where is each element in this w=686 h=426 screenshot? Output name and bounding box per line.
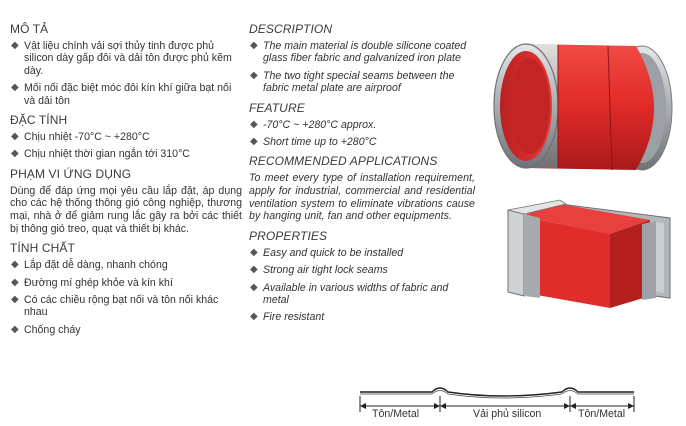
list-item: ◆ Lắp đặt dễ dàng, nhanh chóng (11, 259, 168, 272)
bullet-icon: ◆ (250, 40, 258, 51)
bullet-icon: ◆ (250, 246, 258, 258)
bullet-icon: ◆ (11, 40, 19, 51)
en-feature-list (249, 119, 475, 149)
vn-properties-list (10, 259, 242, 336)
list-item: ◆ Easy and quick to be installed (250, 246, 404, 259)
en-applications-text: To meet every type of installation requirement, apply for industrial, commercial and residential ventilation system to eliminate vibrations cause by hanging unit, fan and other equipments. (249, 172, 475, 223)
list-item: ◆ Vật liệu chính vải sợi thủy tinh được phủ silicon dày gấp đôi và dải tôn được phủ kẽm dày. (11, 40, 232, 77)
list-item: ◆ Chống cháy (11, 323, 81, 336)
rectangular-connector-image (500, 198, 680, 316)
diagram-label-left-metal: Tôn/Metal (372, 408, 420, 420)
vn-feature-section (10, 113, 242, 161)
list-item: ◆ Đường mí ghép khỏe và kín khí (11, 276, 173, 289)
bullet-icon: ◆ (250, 281, 258, 293)
en-properties-list (249, 247, 475, 324)
list-item: ◆ Short time up to +280°C (250, 136, 377, 149)
bullet-icon: ◆ (250, 311, 258, 323)
bullet-icon: ◆ (11, 323, 19, 335)
en-description-section (249, 22, 475, 95)
vn-feature-list (10, 131, 242, 161)
en-properties-heading: PROPERTIES (249, 228, 328, 243)
bullet-icon: ◆ (250, 264, 258, 276)
list-item: ◆ The main material is double silicone coated glass fiber fabric and galvanized iron plate (250, 40, 467, 65)
bullet-icon: ◆ (11, 294, 19, 306)
vn-applications-text: Dùng để đáp ứng mọi yêu cầu lắp đặt, áp dụng cho các hệ thống thông gió công nghiệp, thương mại, nhà ở để giảm rung lắc gây ra bởi các thiết bị thông gió treo, quạt và thiết bị khác. (10, 184, 242, 235)
bullet-icon: ◆ (250, 136, 258, 148)
round-connector-image (486, 34, 678, 176)
bullet-icon: ◆ (11, 276, 19, 288)
english-column (249, 22, 475, 330)
list-item: ◆ Có các chiều rộng bạt nối và tôn nối khác nhau (11, 294, 219, 319)
bullet-icon: ◆ (250, 69, 258, 81)
bullet-icon: ◆ (250, 118, 258, 130)
vn-applications-heading: PHẠM VI ỨNG DỤNG (10, 166, 132, 181)
vn-description-list (10, 40, 242, 107)
bullet-icon: ◆ (11, 148, 19, 160)
list-item: ◆ Chịu nhiệt thời gian ngắn tới 310°C (11, 148, 190, 161)
list-item: ◆ The two tight special seams between the fabric metal plate are airproof (250, 69, 455, 95)
vn-applications-section (10, 167, 242, 235)
vn-properties-section (10, 241, 242, 336)
diagram-label-right-metal: Tôn/Metal (578, 408, 626, 420)
vn-description-section (10, 22, 242, 107)
vietnamese-column (10, 22, 242, 342)
en-applications-section (249, 154, 475, 222)
en-properties-section (249, 229, 475, 324)
list-item: ◆ -70°C ~ +280°C approx. (250, 118, 377, 131)
list-item: ◆ Available in various widths of fabric and metal (250, 281, 449, 307)
bullet-icon: ◆ (11, 82, 19, 94)
bullet-icon: ◆ (11, 259, 19, 271)
en-applications-heading: RECOMMENDED APPLICATIONS (249, 154, 438, 169)
list-item: ◆ Strong air tight lock seams (250, 264, 388, 277)
list-item: ◆ Fire resistant (250, 311, 325, 324)
vn-description-heading: MÔ TẢ (10, 22, 49, 36)
vn-properties-heading: TÍNH CHẤT (10, 241, 75, 256)
vn-feature-heading: ĐẶC TÍNH (10, 113, 68, 128)
list-item: ◆ Mối nối đặc biệt móc đôi kín khí giữa bạt nối và dải tôn (11, 82, 232, 107)
en-feature-section (249, 101, 475, 149)
en-description-heading: DESCRIPTION (249, 22, 333, 36)
en-description-list (249, 40, 475, 95)
bullet-icon: ◆ (11, 131, 19, 143)
diagram-label-silicon-fabric: Vải phủ silicon (473, 408, 542, 420)
en-feature-heading: FEATURE (249, 100, 305, 115)
list-item: ◆ Chịu nhiệt -70°C ~ +280°C (11, 131, 150, 144)
